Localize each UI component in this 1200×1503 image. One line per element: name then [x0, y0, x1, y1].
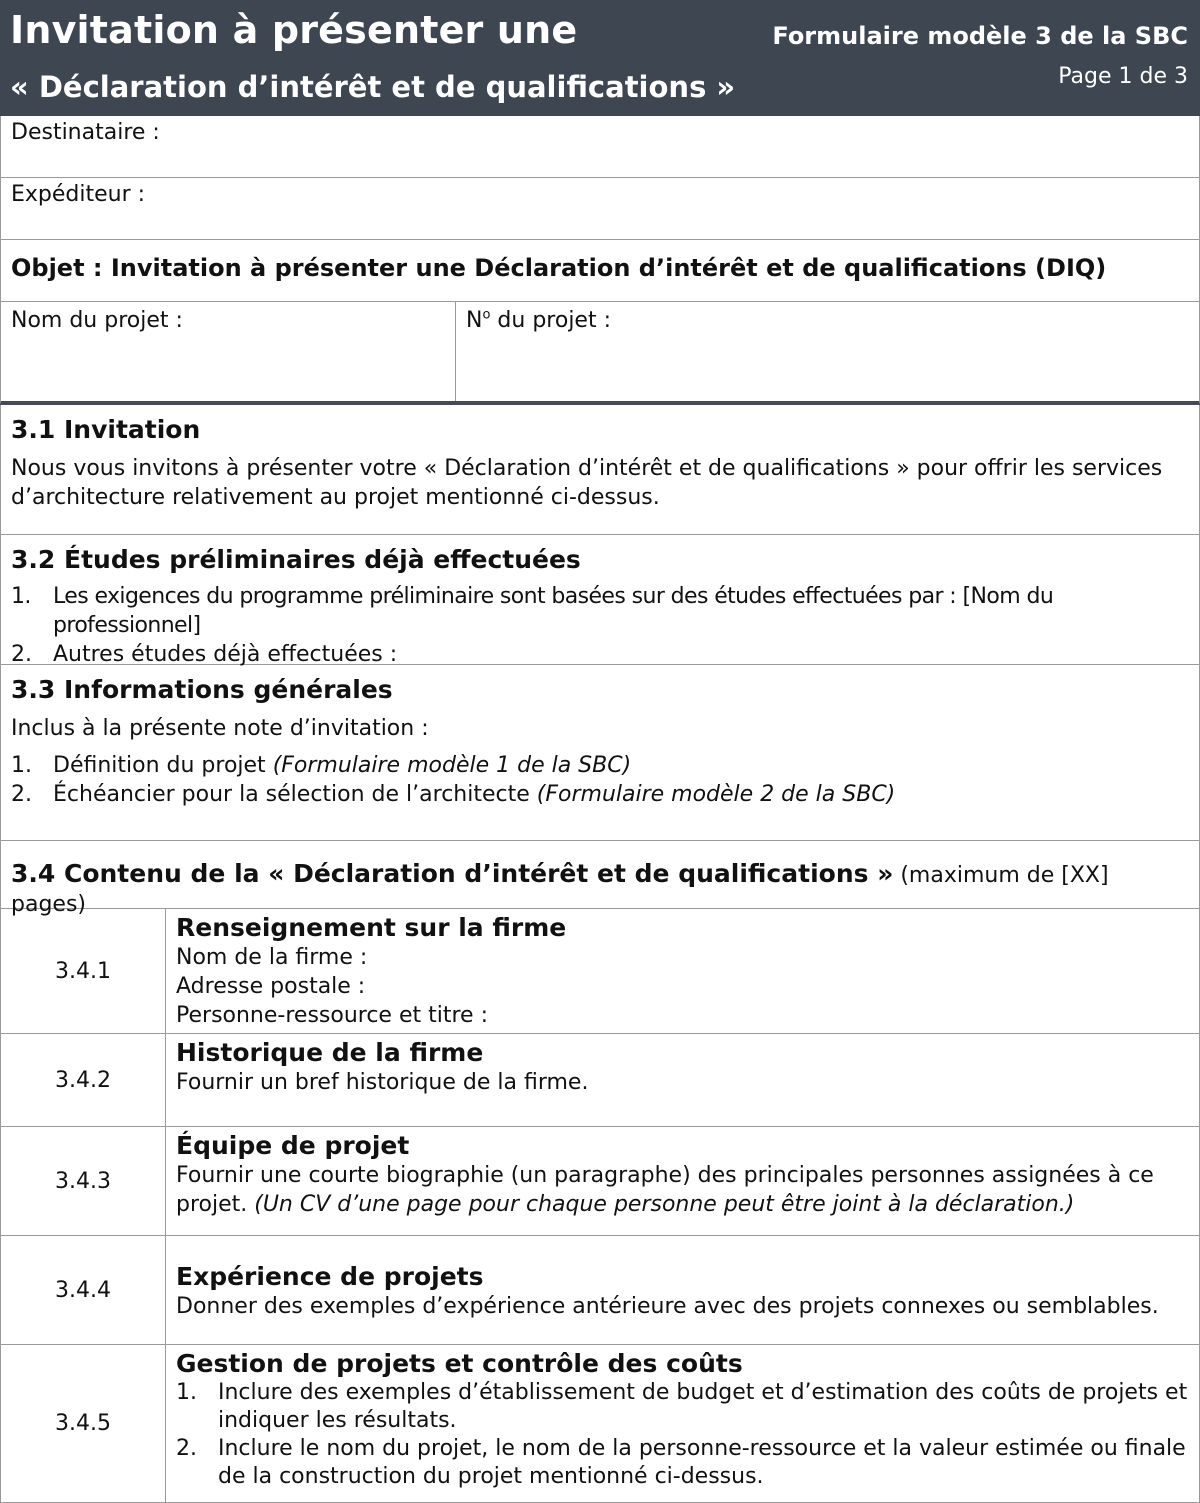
- row-text: Donner des exemples d’expérience antérieure avec des projets connexes ou semblables.: [176, 1294, 1159, 1319]
- page-number: Page 1 de 3: [1058, 64, 1188, 89]
- project-number-label: $N^o$ du projet :: [466, 308, 611, 334]
- section-3-1: [0, 405, 1200, 535]
- project-number-field[interactable]: [456, 302, 1199, 401]
- row-number: 3.4.5: [1, 1345, 166, 1502]
- row-title: Renseignement sur la firme: [176, 913, 567, 942]
- list-item: 2. Autres études déjà effectuées :: [11, 642, 398, 667]
- table-row: [0, 1345, 1200, 1503]
- section-3-3-title: 3.3 Informations générales: [11, 675, 393, 704]
- form-title-line1: Invitation à présenter une: [10, 8, 578, 52]
- row-number: 3.4.3: [1, 1127, 166, 1235]
- section-3-2-list: [11, 582, 1189, 669]
- list-item: 2. Inclure le nom du projet, le nom de la personne-ressource et la valeur estimée ou finale de la construction du projet mentionné ci-dessus.: [176, 1436, 1186, 1489]
- row-content: [166, 1034, 1199, 1126]
- section-3-4: [0, 841, 1200, 917]
- row-list: [176, 1379, 1189, 1491]
- form-model-label: Formulaire modèle 3 de la SBC: [772, 22, 1188, 50]
- subject-text: Objet : Invitation à présenter une Déclaration d’intérêt et de qualifications (DIQ): [11, 254, 1107, 282]
- list-item: 1. Les exigences du programme préliminaire sont basées sur des études effectuées par : [Nom du professionnel]: [11, 584, 1054, 638]
- section-3-2: [0, 535, 1200, 665]
- firm-name-field[interactable]: Nom de la firme :: [176, 945, 368, 970]
- max-pages-placeholder[interactable]: [XX]: [1061, 863, 1109, 888]
- project-name-field[interactable]: [1, 302, 456, 401]
- row-text: Fournir une courte biographie (un paragraphe) des principales personnes assignées à ce projet. (Un CV d’une page pour chaque personne peut être joint à la déclaration.): [176, 1163, 1154, 1217]
- row-number: 3.4.4: [1, 1236, 166, 1344]
- project-info-row: [0, 302, 1200, 405]
- recipient-field[interactable]: [0, 116, 1200, 178]
- row-content: [166, 909, 1199, 1033]
- section-3-3-intro: Inclus à la présente note d’invitation :: [11, 716, 429, 741]
- row-title: Gestion de projets et contrôle des coûts: [176, 1349, 743, 1378]
- row-text: Fournir un bref historique de la firme.: [176, 1070, 589, 1095]
- row-title: Expérience de projets: [176, 1262, 484, 1291]
- row-title: Équipe de projet: [176, 1131, 410, 1160]
- form-header: [0, 0, 1200, 116]
- row-number: 3.4.1: [1, 909, 166, 1033]
- section-3-1-text: Nous vous invitons à présenter votre « Déclaration d’intérêt et de qualifications » pour offrir les services d’architecture relativement au projet mentionné ci-dessus.: [11, 456, 1163, 510]
- table-row: [0, 1127, 1200, 1236]
- row-title: Historique de la firme: [176, 1038, 484, 1067]
- postal-address-field[interactable]: Adresse postale :: [176, 974, 366, 999]
- section-3-1-title: 3.1 Invitation: [11, 415, 201, 444]
- row-content: [166, 1236, 1199, 1344]
- project-name-label: Nom du projet :: [11, 308, 183, 333]
- subject-line: [0, 240, 1200, 302]
- table-row: [0, 1236, 1200, 1345]
- list-item: 1. Définition du projet (Formulaire modèle 1 de la SBC): [11, 753, 632, 778]
- section-3-2-title: 3.2 Études préliminaires déjà effectuées: [11, 545, 581, 574]
- section-3-3-list: [11, 751, 1189, 809]
- row-content: [166, 1127, 1199, 1235]
- sender-label: Expéditeur :: [11, 182, 146, 207]
- sender-field[interactable]: [0, 178, 1200, 240]
- contact-person-field[interactable]: Personne-ressource et titre :: [176, 1003, 488, 1028]
- section-3-3: [0, 665, 1200, 841]
- list-item: 1. Inclure des exemples d’établissement de budget et d’estimation des coûts de projets et indiquer les résultats.: [176, 1380, 1188, 1433]
- section-3-4-title: 3.4 Contenu de la « Déclaration d’intérêt et de qualifications » (maximum de [XX] pages): [11, 859, 1109, 917]
- table-row: [0, 909, 1200, 1034]
- row-number: 3.4.2: [1, 1034, 166, 1126]
- recipient-label: Destinataire :: [11, 120, 160, 145]
- professional-name-placeholder[interactable]: [Nom du professionnel]: [53, 584, 1054, 638]
- row-content: [166, 1345, 1199, 1502]
- form-title-line2: « Déclaration d’intérêt et de qualifications »: [10, 70, 736, 104]
- table-row: [0, 1034, 1200, 1127]
- list-item: 2. Échéancier pour la sélection de l’architecte (Formulaire modèle 2 de la SBC): [11, 782, 896, 807]
